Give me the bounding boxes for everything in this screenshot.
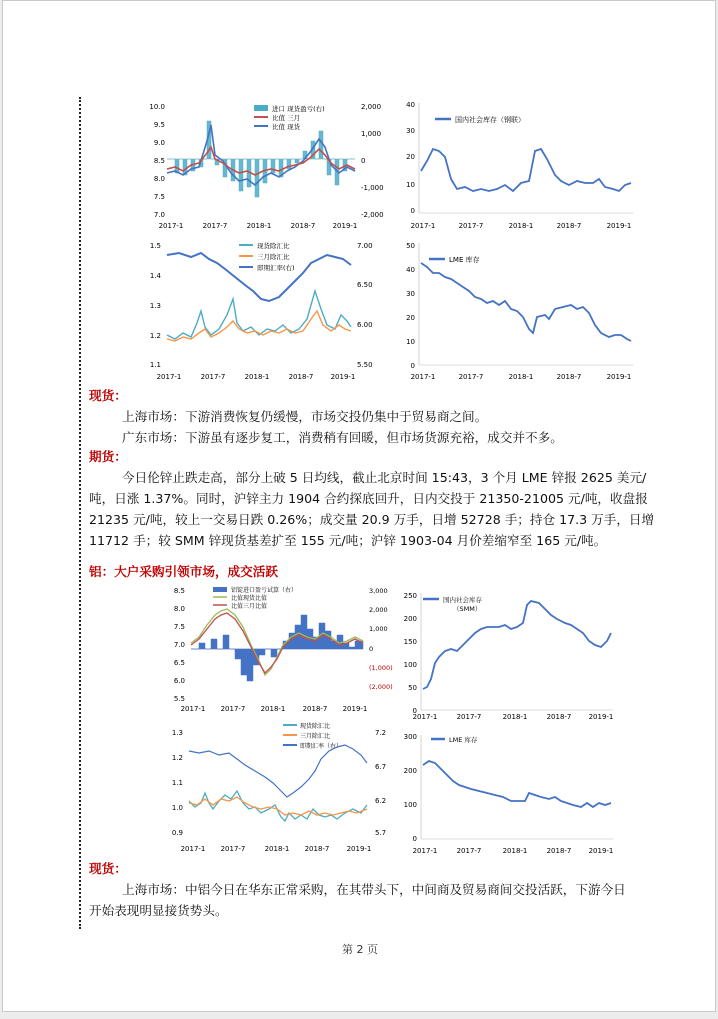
svg-text:2017-1: 2017-1: [180, 845, 206, 853]
svg-text:2019-1: 2019-1: [588, 847, 614, 855]
svg-text:铝锭进口盈亏试算（右）: 铝锭进口盈亏试算（右）: [231, 587, 298, 594]
al-lme-yaxis: [404, 733, 417, 843]
al-ratio-yleft: [174, 587, 185, 703]
svg-text:8.5: 8.5: [173, 587, 185, 595]
svg-text:100: 100: [403, 661, 417, 669]
svg-text:2017-7: 2017-7: [220, 705, 246, 713]
svg-text:1.2: 1.2: [149, 332, 161, 340]
svg-text:0: 0: [412, 835, 417, 843]
svg-text:2018-7: 2018-7: [546, 713, 572, 721]
aluminum-spot-line-2: 开始表现明显接货势头。: [89, 903, 228, 918]
svg-text:20: 20: [406, 314, 415, 322]
svg-text:2018-1: 2018-1: [508, 373, 534, 381]
aluminum-spot-heading: 现货：: [89, 861, 127, 876]
svg-text:7.0: 7.0: [153, 211, 165, 219]
svg-text:（SMM）: （SMM）: [453, 605, 482, 613]
svg-text:2019-1: 2019-1: [330, 373, 356, 381]
svg-text:6.5: 6.5: [173, 659, 185, 667]
svg-text:国内社会库存（钢联）: 国内社会库存（钢联）: [455, 116, 525, 124]
svg-text:0: 0: [410, 207, 415, 215]
svg-text:5.5: 5.5: [173, 695, 185, 703]
svg-text:6.2: 6.2: [375, 797, 387, 805]
svg-text:6.00: 6.00: [357, 321, 373, 329]
svg-text:2017-1: 2017-1: [410, 373, 436, 381]
svg-text:2017-1: 2017-1: [156, 373, 182, 381]
al-ratio-xaxis: [181, 705, 368, 713]
svg-text:2018-1: 2018-1: [502, 713, 528, 721]
zinc-ratio-chart: [135, 101, 393, 229]
svg-text:2018-7: 2018-7: [304, 845, 330, 853]
svg-text:8.0: 8.0: [173, 605, 185, 613]
svg-text:2017-1: 2017-1: [412, 713, 438, 721]
aluminum-exchange-ratio-chart: [165, 721, 395, 855]
svg-text:1,000: 1,000: [361, 130, 382, 138]
svg-text:6.0: 6.0: [173, 677, 185, 685]
svg-text:0.9: 0.9: [171, 829, 183, 837]
svg-text:5.7: 5.7: [375, 829, 387, 837]
svg-text:2018-7: 2018-7: [546, 847, 572, 855]
zinc-lme-xaxis: [411, 373, 632, 381]
svg-text:300: 300: [403, 733, 417, 741]
svg-text:7.5: 7.5: [173, 623, 185, 631]
zinc-social-inventory-chart: [399, 101, 639, 229]
svg-text:200: 200: [403, 767, 417, 775]
svg-text:1.1: 1.1: [171, 779, 183, 787]
zinc-futures-line-4: 11712 手；较 SMM 锌现货基差扩至 155 元/吨；沪锌 1903-04 月价差缩窄至 165 元/吨。: [89, 533, 607, 548]
svg-text:即期汇率(右): 即期汇率(右): [257, 264, 295, 272]
svg-text:2017-7: 2017-7: [220, 845, 246, 853]
svg-text:100: 100: [403, 801, 417, 809]
svg-text:20: 20: [406, 153, 415, 161]
svg-text:2018-1: 2018-1: [508, 222, 534, 230]
svg-text:2018-1: 2018-1: [502, 847, 528, 855]
svg-text:1.4: 1.4: [149, 272, 161, 280]
svg-text:LME 库存: LME 库存: [449, 736, 478, 744]
svg-text:8.5: 8.5: [153, 157, 165, 165]
svg-text:2019-1: 2019-1: [342, 705, 368, 713]
svg-text:9.5: 9.5: [153, 121, 165, 129]
svg-text:2019-1: 2019-1: [588, 713, 614, 721]
svg-text:9.0: 9.0: [153, 139, 165, 147]
zinc-spot-line-1: 上海市场：下游消费恢复仍缓慢，市场交投仍集中于贸易商之间。: [122, 409, 488, 424]
svg-text:2018-7: 2018-7: [302, 705, 328, 713]
svg-text:即期汇率（右）: 即期汇率（右）: [300, 743, 343, 750]
svg-text:30: 30: [406, 127, 415, 135]
svg-text:250: 250: [403, 592, 417, 600]
zinc-exr-legend: [239, 241, 295, 272]
svg-text:40: 40: [406, 266, 415, 274]
zinc-inv-xaxis: [411, 222, 632, 230]
svg-text:2,000: 2,000: [361, 103, 382, 111]
page-number: 第 2 页: [342, 943, 378, 956]
svg-text:30: 30: [406, 290, 415, 298]
svg-text:-1,000: -1,000: [361, 184, 384, 192]
svg-text:5.50: 5.50: [357, 361, 373, 369]
zinc-lme-yaxis: [406, 242, 415, 370]
svg-text:1.2: 1.2: [171, 754, 183, 762]
svg-text:200: 200: [403, 615, 417, 623]
document-page: [2, 0, 716, 1012]
zinc-exr-xaxis: [157, 373, 356, 381]
zinc-exr-yright: [357, 242, 373, 369]
margin-dotted-line: [79, 97, 81, 929]
svg-text:2017-7: 2017-7: [200, 373, 226, 381]
al-exr-yleft: [172, 729, 183, 837]
svg-text:比值 现货: 比值 现货: [272, 123, 301, 131]
svg-text:2018-7: 2018-7: [556, 373, 582, 381]
svg-text:150: 150: [403, 638, 417, 646]
svg-text:三月除汇比: 三月除汇比: [257, 253, 290, 261]
svg-text:7.00: 7.00: [357, 242, 373, 250]
svg-text:10.0: 10.0: [149, 103, 165, 111]
svg-text:50: 50: [406, 242, 415, 250]
svg-text:三月除汇比: 三月除汇比: [300, 733, 331, 740]
svg-text:2019-1: 2019-1: [332, 222, 358, 230]
svg-text:-2,000: -2,000: [361, 211, 384, 219]
svg-text:50: 50: [408, 684, 417, 692]
svg-text:2018-1: 2018-1: [260, 705, 286, 713]
al-inv-xaxis: [413, 713, 614, 721]
svg-text:2017-7: 2017-7: [458, 222, 484, 230]
svg-text:2019-1: 2019-1: [346, 845, 372, 853]
svg-text:7.2: 7.2: [375, 729, 387, 737]
zinc-exchange-ratio-chart: [135, 239, 393, 381]
zinc-lme-legend: [429, 255, 480, 264]
svg-text:2017-1: 2017-1: [412, 847, 438, 855]
svg-text:比值 三月: 比值 三月: [272, 114, 301, 122]
al-exr-legend: [283, 722, 342, 750]
al-lme-legend: [431, 735, 478, 744]
al-inv-yaxis: [404, 592, 417, 715]
zinc-ratio-legend: [254, 104, 325, 131]
svg-text:40: 40: [406, 101, 415, 109]
svg-text:比值现货比值: 比值现货比值: [231, 595, 268, 602]
svg-text:1.0: 1.0: [171, 804, 183, 812]
zinc-futures-line-3: 21235 元/吨，较上一交易日跌 0.26%；成交量 20.9 万手，日增 52728 手；持仓 17.3 万手，日增: [89, 512, 655, 527]
svg-text:2018-1: 2018-1: [244, 373, 270, 381]
al-exr-yright: [375, 729, 386, 837]
svg-text:(2,000): (2,000): [369, 683, 393, 691]
svg-text:现货除汇比: 现货除汇比: [257, 242, 290, 250]
svg-text:2017-1: 2017-1: [158, 222, 184, 230]
svg-text:2,000: 2,000: [369, 606, 388, 614]
svg-text:现货除汇比: 现货除汇比: [300, 723, 331, 730]
zinc-inv-yaxis: [406, 101, 415, 215]
svg-text:2019-1: 2019-1: [606, 373, 632, 381]
svg-text:进口 现货盈亏(右): 进口 现货盈亏(右): [272, 105, 325, 113]
al-ratio-yright: [369, 587, 393, 691]
svg-text:1.1: 1.1: [149, 361, 161, 369]
svg-text:7.0: 7.0: [173, 641, 185, 649]
svg-text:10: 10: [406, 338, 415, 346]
svg-text:2018-7: 2018-7: [290, 222, 316, 230]
svg-text:6.50: 6.50: [357, 281, 373, 289]
aluminum-section-title: 铝：大户采购引领市场，成交活跃: [89, 564, 278, 579]
svg-text:1.3: 1.3: [171, 729, 183, 737]
svg-text:2019-1: 2019-1: [606, 222, 632, 230]
svg-text:2017-7: 2017-7: [456, 713, 482, 721]
zinc-ratio-yright: [361, 103, 384, 219]
svg-text:2018-1: 2018-1: [264, 845, 290, 853]
svg-text:国内社会库存: 国内社会库存: [443, 596, 482, 604]
svg-text:6.7: 6.7: [375, 763, 387, 771]
al-exr-xaxis: [181, 845, 372, 853]
svg-text:8.0: 8.0: [153, 175, 165, 183]
svg-text:10: 10: [406, 181, 415, 189]
al-inv-legend: [423, 595, 483, 613]
svg-text:2017-1: 2017-1: [410, 222, 436, 230]
svg-text:0: 0: [412, 707, 417, 715]
svg-text:1.3: 1.3: [149, 302, 161, 310]
svg-text:0: 0: [369, 645, 374, 653]
zinc-inv-legend: [435, 115, 525, 124]
zinc-futures-line-2: 吨，日涨 1.37%。同时，沪锌主力 1904 合约探底回升，日内交投于 21350-21005 元/吨，收盘报: [89, 491, 648, 506]
zinc-futures-line-1: 今日伦锌止跌走高，部分上破 5 日均线，截止北京时间 15:43，3 个月 LME 锌报 2625 美元/: [122, 470, 647, 485]
svg-text:LME 库存: LME 库存: [449, 256, 480, 264]
svg-text:1,000: 1,000: [369, 625, 388, 633]
aluminum-social-inventory-chart: [399, 589, 621, 721]
zinc-exr-yleft: [150, 242, 162, 369]
al-lme-xaxis: [413, 847, 614, 855]
zinc-futures-heading: 期货：: [89, 449, 127, 464]
aluminum-ratio-chart: [165, 585, 395, 713]
zinc-ratio-yleft: [149, 103, 165, 219]
svg-text:2018-7: 2018-7: [556, 222, 582, 230]
svg-text:2018-1: 2018-1: [246, 222, 272, 230]
zinc-ratio-xaxis: [159, 222, 358, 230]
aluminum-lme-inventory-chart: [399, 731, 621, 855]
zinc-spot-line-2: 广东市场：下游虽有逐步复工，消费稍有回暖，但市场货源充裕，成交并不多。: [122, 430, 563, 445]
svg-text:2017-1: 2017-1: [180, 705, 206, 713]
svg-text:7.5: 7.5: [153, 193, 165, 201]
svg-text:2017-7: 2017-7: [458, 373, 484, 381]
svg-text:0: 0: [361, 157, 366, 165]
svg-text:3,000: 3,000: [369, 587, 388, 595]
svg-text:2018-7: 2018-7: [288, 373, 314, 381]
aluminum-spot-line-1: 上海市场：中铝今日在华东正常采购，在其带头下，中间商及贸易商间交投活跃，下游今日: [122, 882, 626, 897]
svg-text:2017-7: 2017-7: [456, 847, 482, 855]
svg-text:0: 0: [410, 362, 415, 370]
al-ratio-legend: [213, 586, 297, 610]
svg-text:2017-7: 2017-7: [202, 222, 228, 230]
zinc-spot-heading: 现货：: [89, 388, 127, 403]
zinc-lme-inventory-chart: [399, 239, 639, 381]
svg-text:1.5: 1.5: [149, 242, 161, 250]
svg-text:比值三月比值: 比值三月比值: [231, 603, 268, 610]
svg-text:(1,000): (1,000): [369, 664, 393, 672]
